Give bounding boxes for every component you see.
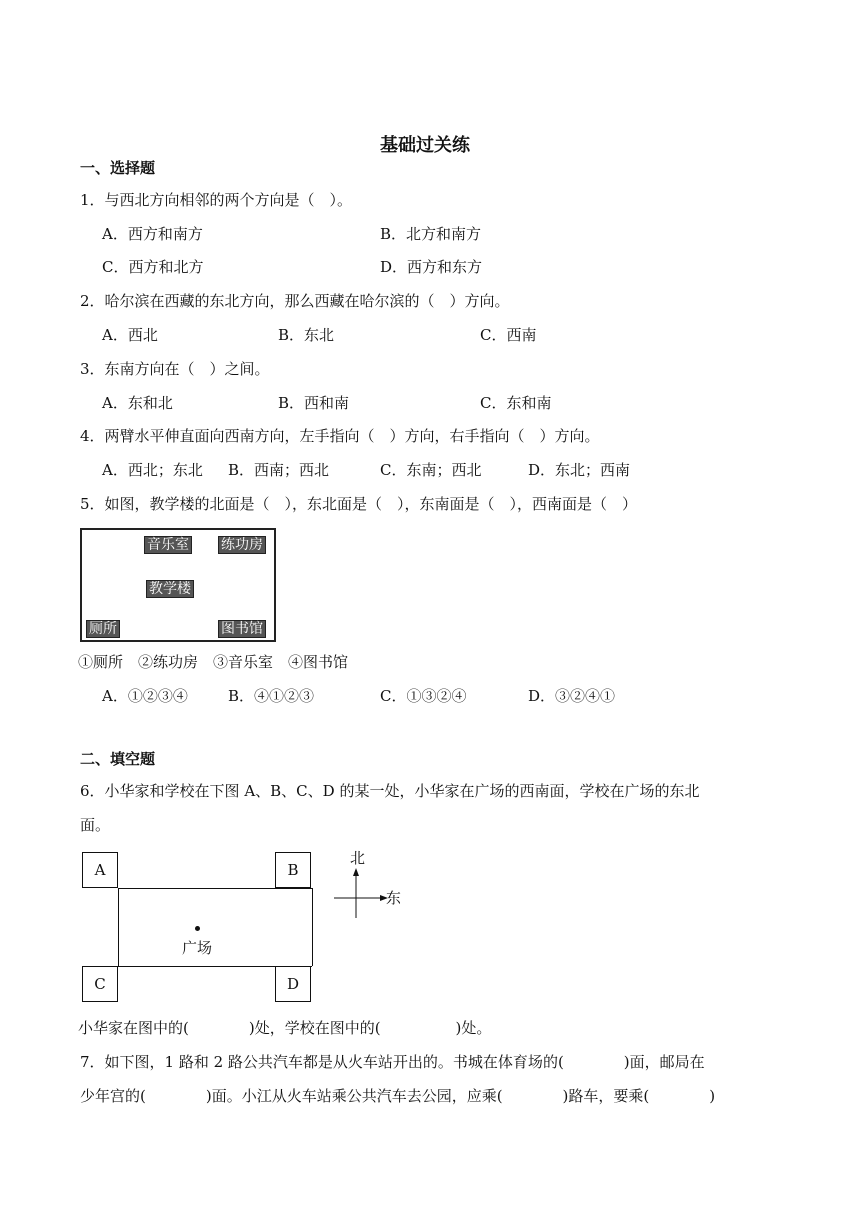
left-road-line (118, 888, 119, 966)
question-5-option-c: C．①③②④ (380, 687, 467, 705)
question-2-option-b: B．东北 (278, 326, 335, 344)
question-1-option-c: C．西方和北方 (102, 258, 204, 276)
question-7-line1: 7．如下图，1 路和 2 路公共汽车都是从火车站开出的。书城在体育场的( )面，邮局在 (80, 1053, 705, 1071)
section-heading-fill-blank: 二、填空题 (80, 750, 156, 768)
question-2-option-a: A．西北 (102, 326, 158, 344)
question-5-legend: ①厕所 ②练功房 ③音乐室 ④图书馆 (78, 653, 349, 671)
position-c-box: C (82, 966, 118, 1002)
square-diagram (82, 849, 412, 1004)
square-center-dot (195, 926, 200, 931)
question-1-option-b: B．北方和南方 (380, 225, 482, 243)
question-3-option-a: A．东和北 (102, 394, 173, 412)
question-6-stem-line2: 面。 (80, 816, 111, 834)
right-road-line (312, 888, 313, 966)
question-1-option-a: A．西方和南方 (102, 225, 203, 243)
question-2-option-c: C．西南 (480, 326, 537, 344)
question-4-option-c: C．东南；西北 (380, 461, 482, 479)
question-6-answer-line: 小华家在图中的( )处，学校在图中的( )处。 (78, 1019, 492, 1037)
question-4-option-a: A．西北；东北 (102, 461, 203, 479)
map-label-practice-room: 练功房 (218, 536, 266, 554)
question-4-option-d: D．东北；西南 (528, 461, 631, 479)
position-b-box: B (275, 852, 311, 888)
position-d-box: D (275, 966, 311, 1002)
map-label-library: 图书馆 (218, 620, 266, 638)
question-2-stem: 2．哈尔滨在西藏的东北方向，那么西藏在哈尔滨的（ ）方向。 (80, 292, 510, 310)
question-5-stem: 5．如图，教学楼的北面是（ ），东北面是（ ），东南面是（ ），西南面是（ ） (80, 495, 638, 513)
top-road-line (118, 888, 312, 889)
map-label-toilet: 厕所 (86, 620, 120, 638)
compass-north-label: 北 (350, 849, 366, 867)
question-5-option-b: B．④①②③ (228, 687, 315, 705)
campus-map (80, 528, 276, 642)
square-label: 广场 (182, 939, 213, 957)
question-3-stem: 3．东南方向在（ ）之间。 (80, 360, 270, 378)
compass-east-label: 东 (386, 889, 402, 907)
question-1-option-d: D．西方和东方 (380, 258, 483, 276)
question-4-stem: 4．两臂水平伸直面向西南方向，左手指向（ ）方向，右手指向（ ）方向。 (80, 427, 600, 445)
map-label-music-room: 音乐室 (144, 536, 192, 554)
question-6-stem-line1: 6．小华家和学校在下图 A、B、C、D 的某一处，小华家在广场的西南面，学校在广场的东北 (80, 782, 700, 800)
question-5-option-d: D．③②④① (528, 687, 616, 705)
question-1-stem: 1．与西北方向相邻的两个方向是（ ）。 (80, 191, 353, 209)
question-5-option-a: A．①②③④ (102, 687, 188, 705)
question-7-line2: 少年宫的( )面。小江从火车站乘公共汽车去公园，应乘( )路车，要乘( ) (80, 1087, 716, 1105)
map-label-teaching-building: 教学楼 (146, 580, 194, 598)
section-heading-choice: 一、选择题 (80, 159, 156, 177)
question-3-option-b: B．西和南 (278, 394, 350, 412)
page-title: 基础过关练 (380, 135, 470, 156)
question-4-option-b: B．西南；西北 (228, 461, 330, 479)
question-3-option-c: C．东和南 (480, 394, 552, 412)
position-a-box: A (82, 852, 118, 888)
